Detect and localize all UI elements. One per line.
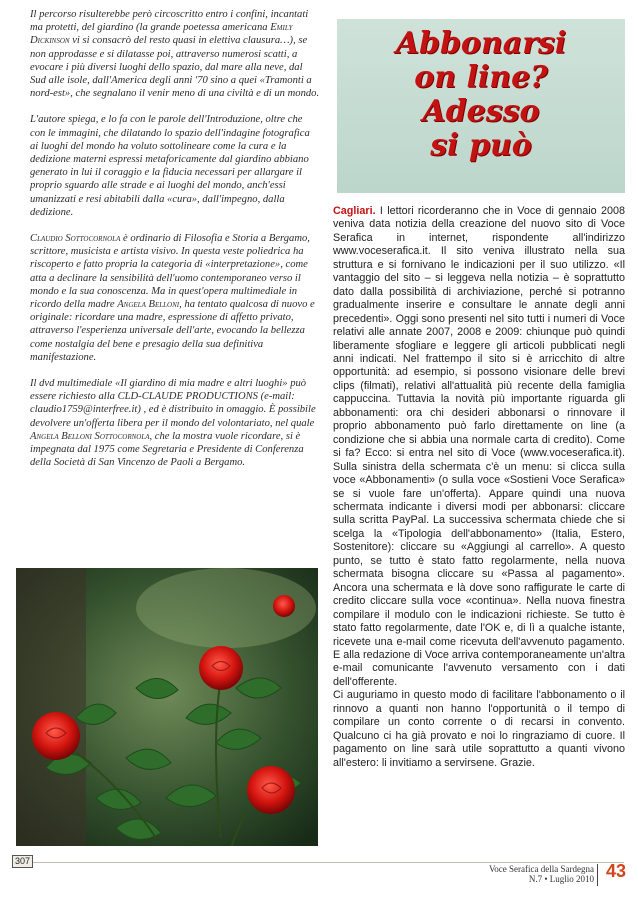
paragraph-text: Il dvd multimediale «Il giardino di mia madre e altri luoghi» può essere richiesto alla CLD-CLAUDE PRODUCTIONS (e-mail: claudio1759@interfree.it) , ed è distribuito in omaggio. È possibile devolvere un'offerta libera per il mondo del volontariato, nel quale [30,378,316,429]
issue-info: N.7 • Luglio 2010 [528,874,594,884]
left-paragraph-1 [30,8,320,100]
person-name: Claudio Sottocornola [30,233,121,245]
right-paragraph-2 [333,689,625,770]
person-name: Angela Belloni [117,299,180,311]
paragraph-text: Ci auguriamo in questo modo di facilitare l'abbonamento o il rinnovo a quanti non hanno l'opportunità o il tempo di compilare un conto corrente o di recarsi in convento. Qualcuno ci ha già provato e noi lo ringraziamo di cuore. Il pagamento on line sarà utile soprattutto a quanti vivono all'estero: li invitiamo a servirsene. Grazie. [333,689,625,769]
magazine-name: Voce Serafica della Sardegna [488,864,594,874]
footer-separator [597,864,598,886]
title-line-3: Adesso [422,94,540,129]
rose-photo [16,568,318,846]
paragraph-text: L'autore spiega, e lo fa con le parole dell'Introduzione, oltre che con le immagini, che dilatando lo spazio dell'indagine fotografica ai luoghi del mondo ha voluto sottolineare come la cura e la dedizione materni espressi metaforicamente dal giardino abbiano generato in lui il coraggio e la fiducia necessari per allargare il proprio sguardo alle strade e ai luoghi del mondo, anch'essi umanizzati e resi abitabili dalla «cura», dall'impegno, dalla dedizione. [30,114,310,218]
person-name: Angela Belloni Sottocornola [30,430,150,442]
paragraph-text: Il percorso risulterebbe però circoscritto entro i confini, incantati ma protetti, del giardino (la grande poetessa americana [30,9,309,34]
paragraph-text: , che la mostra vuole ricordare, si è impegnata dal 1975 come Segretaria e Presidente di Conferenza della Società di San Vincenzo de Paoli a Bergamo. [30,430,304,469]
dateline: Cagliari. [333,205,376,217]
left-paragraph-3 [30,232,320,364]
title-line-2: on line? [414,60,548,95]
left-page-number: 307 [12,855,33,868]
paragraph-text: , ha tentato qualcosa di nuovo e originale: ricordare una madre, espressione di affetto privato, attraverso l'esperienza universale dell'arte, evocando la bellezza come nostalgia del bene e presagio della sua definitiva manifestazione. [30,299,315,363]
footer-publication [489,864,594,884]
title-line-1: Abbonarsi [395,26,567,61]
paragraph-text: I lettori ricorderanno che in Voce di gennaio 2008 veniva data notizia della creazione del nuovo sito di Voce Serafica in internet, rispondente all'indirizzo www.voceserafica.it. Il sito veniva illustrato nella sua struttura e si fornivano le indicazioni per il suo utilizzo. «Il vantaggio del sito – si leggeva nella notizia – è soprattutto dato dalla possibilità di archiviazione, perché si potranno gradualmente inserire e consultare le annate degli anni precedenti». Oggi sono presenti nel sito tutti i numeri di Voce relativi alle annate 2007, 2008 e 2009: chiunque può quindi liberamente sfogliare e leggere gli articoli pubblicati negli anni indicati. Nel frattempo il sito si è arricchito di altre opportunità: ad esempio, si possono visionare delle brevi clips (filmati), relativi all'attualità più recente della famiglia cappuccina. Tuttavia la novità più importante riguarda gli abbonamenti: ora chi desideri abbonarsi o rinnovare il proprio abbonamento può farlo direttamente on line (a condizione che si abbia una normale carta di credito). Come si fa? Ecco: si entra nel sito di Voce (www.voceserafica.it). Sulla sinistra della schermata c'è un menu: si clicca sulla voce «Abbonamenti» (o sulla voce «Sostieni Voce Serafica» se si vuole fare un'offerta). Appare quindi una nuova schermata indicante i diversi modi per abbonarsi: cliccare sulla scritta PayPal. La successiva schermata chiede che si scelga la «Tipologia dell'abbonamento» (Italia, Estero, Sostenitore): cliccare su «Aggiungi al carrello». A questo punto, se tutto è stato fatto regolarmente, nella nuova schermata bisogna cliccare su «Passa al pagamento». Ancora una schermata e là dove sono raffigurate le carte di credito cliccare sulla voce «continua». Nella nuova finestra compilare il modulo con le indicazioni richieste. Se tutto è stato fatto regolarmente, date l'OK e, di lì a qualche istante, ricevete una e-mail come ricevuta dell'avvenuto pagamento. E alla redazione di Voce arriva contemporaneamente un'altra e-mail comunicante l'avvenuto versamento con i dati dell'offerente. [333,205,625,688]
paragraph-text: è ordinario di Filosofia e Storia a Bergamo, scrittore, musicista e artista visivo. In questa veste poliedrica ha riscoperto e fatto propria la categoria di «interpretazione», come atta a declinare la sensibilità dell'uomo contemporaneo verso il mondo e la sua conoscenza. Ma in quest'opera multimediale in ricordo della madre [30,233,310,311]
right-paragraph-1 [333,205,625,689]
left-column-article [30,8,320,483]
page-number: 43 [605,861,626,881]
person-name: Emily Dickinson [30,22,293,47]
rose-image-illustration [16,568,318,846]
title-line-4: si può [430,128,532,163]
title-banner [337,19,625,193]
left-paragraph-2 [30,113,320,219]
footer-divider [16,862,624,863]
left-paragraph-4 [30,377,320,469]
right-column-article [333,205,625,770]
paragraph-text: vi si consacrò del resto quasi in elettiva clausura…), se non approdasse e si dilatasse poi, attraverso numerosi scatti, a evocare i più diversi luoghi dello spazio, dal mare alla neve, dal Sud alle isole, dall'America degli anni '70 sino a quei «Tramonti a nord-est», che segnalano il venir meno di una civiltà e di un mondo. [30,35,320,100]
